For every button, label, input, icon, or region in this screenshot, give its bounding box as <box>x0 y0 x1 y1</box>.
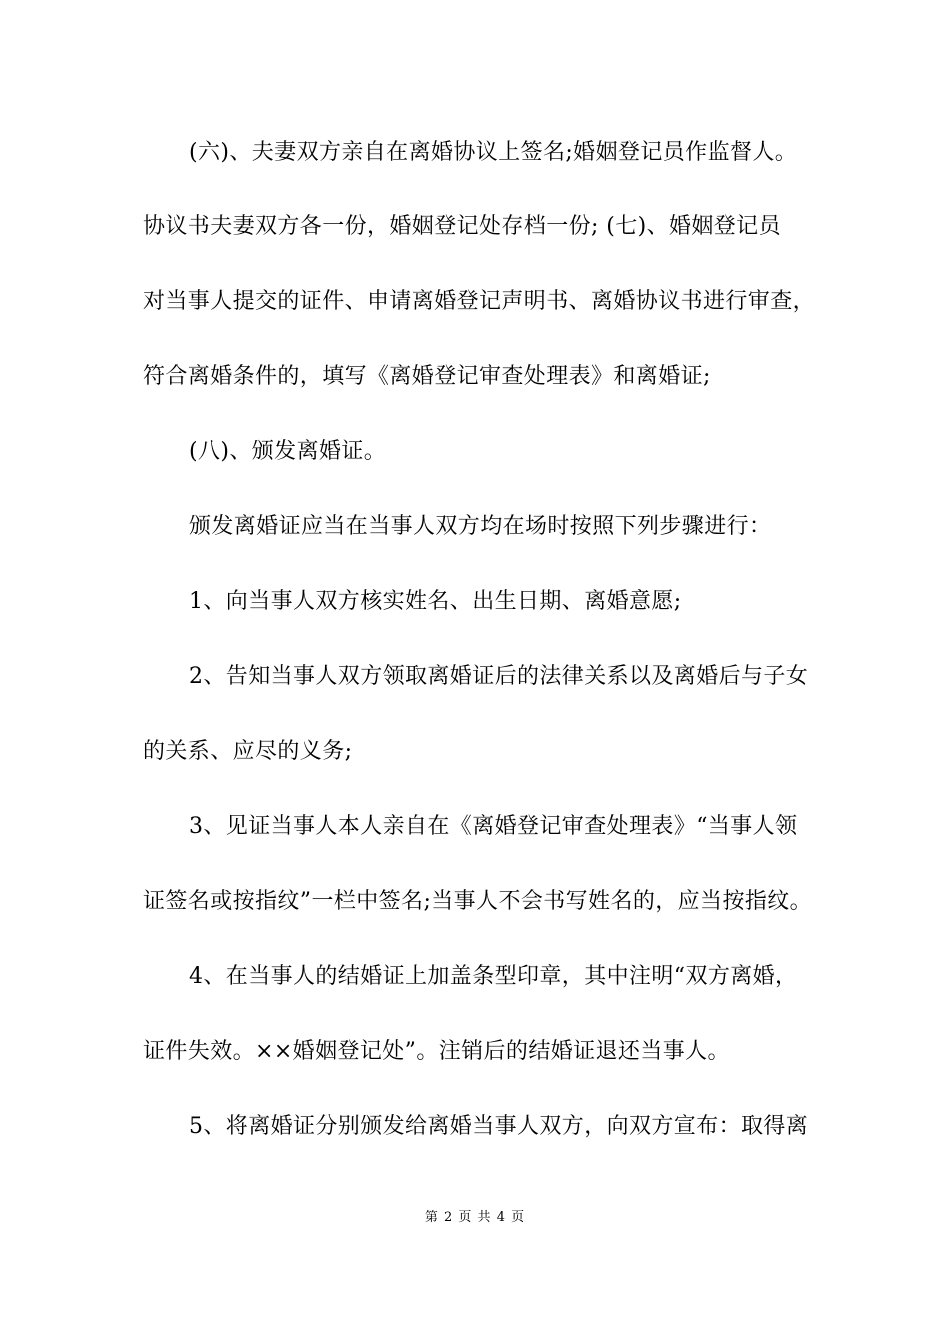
text-line-14: 5、将离婚证分别颁发给离婚当事人双方，向双方宣布：取得离 <box>189 1114 809 1139</box>
text-line-1: (六)、夫妻双方亲自在离婚协议上签名;婚姻登记员作监督人。 <box>189 140 798 165</box>
text-line-9: 的关系、应尽的义务; <box>143 739 353 764</box>
text-line-7: 1、向当事人双方核实姓名、出生日期、离婚意愿; <box>189 589 682 614</box>
text-line-12: 4、在当事人的结婚证上加盖条型印章，其中注明“双方离婚， <box>189 964 798 989</box>
text-line-4: 符合离婚条件的，填写《离婚登记审查处理表》和离婚证; <box>143 364 711 389</box>
text-line-2: 协议书夫妻双方各一份，婚姻登记处存档一份; (七)、婚姻登记员 <box>143 214 781 239</box>
page-number-footer: 第 2 页 共 4 页 <box>424 1210 526 1225</box>
text-line-3: 对当事人提交的证件、申请离婚登记声明书、离婚协议书进行审查， <box>143 289 816 314</box>
text-line-5: (八)、颁发离婚证。 <box>189 439 387 464</box>
text-line-13: 证件失效。××婚姻登记处”。注销后的结婚证退还当事人。 <box>143 1039 730 1064</box>
text-line-11: 证签名或按指纹”一栏中签名;当事人不会书写姓名的，应当按指纹。 <box>143 889 813 914</box>
text-line-8: 2、告知当事人双方领取离婚证后的法律关系以及离婚后与子女 <box>189 664 809 689</box>
text-line-10: 3、见证当事人本人亲自在《离婚登记审查处理表》“当事人领 <box>189 814 798 839</box>
text-line-6: 颁发离婚证应当在当事人双方均在场时按照下列步骤进行： <box>189 514 772 539</box>
